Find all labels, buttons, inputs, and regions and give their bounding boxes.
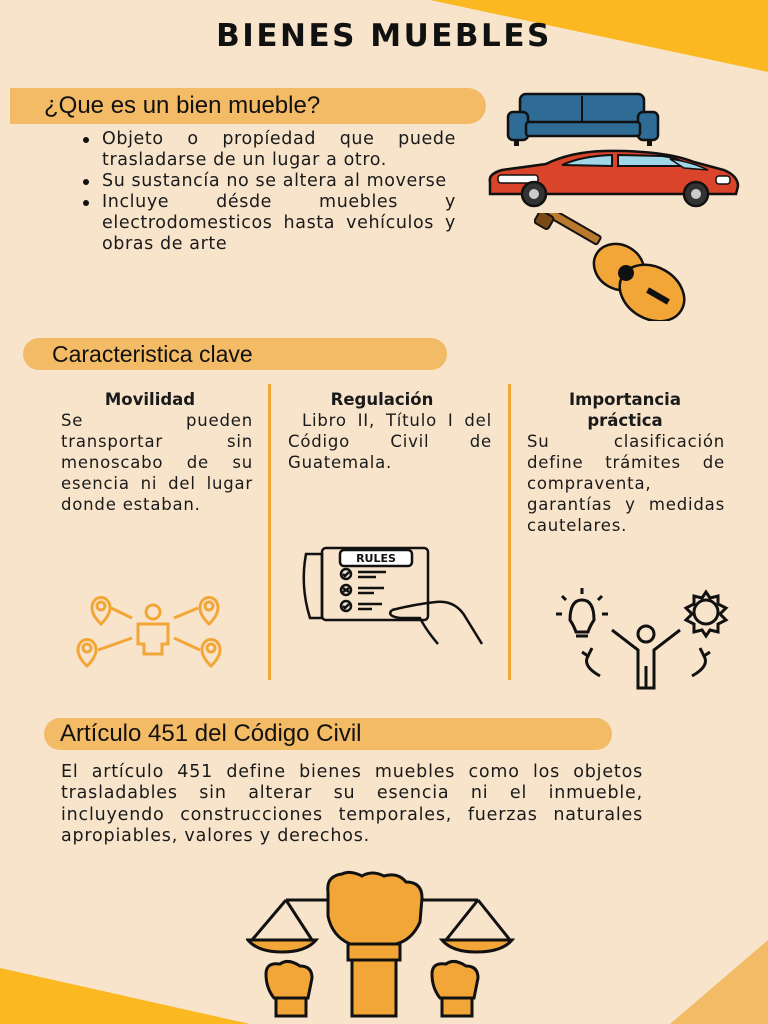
- location-people-icon: [74, 586, 234, 676]
- section-what-is-title-text: ¿Que es un bien mueble?: [44, 92, 321, 119]
- section-article-title: [44, 718, 612, 750]
- column-divider: [268, 384, 271, 680]
- definition-item: Su sustancía no se altera al moverse: [74, 171, 456, 192]
- section-article-title-text: Artículo 451 del Código Civil: [60, 720, 362, 747]
- column-text-mobility: Se pueden transportar sin menoscabo de su esencia ni del lugar donde estaban.: [61, 411, 253, 514]
- column-text-importance: Su clasificación define trámites de compraventa, garantías y medidas cautelares.: [527, 432, 725, 535]
- column-divider: [508, 384, 511, 680]
- justice-fist-scale-icon: [246, 870, 518, 1018]
- article-description: El artículo 451 define bienes muebles como los objetos trasladables sin alterar su esencia ni el inmueble, incluyendo construcciones temporales, fuerzas naturales apropiables, valores y derechos.: [61, 762, 643, 846]
- car-icon: [484, 148, 742, 208]
- section-key-features-title-text: Caracteristica clave: [52, 340, 253, 367]
- guitar-icon: [534, 213, 690, 321]
- column-heading-importance: Importancia práctica: [569, 390, 681, 430]
- column-heading-mobility: Movilidad: [104, 390, 196, 409]
- rules-clipboard-icon: [296, 546, 486, 648]
- rules-label: RULES: [356, 552, 396, 565]
- definition-item: Incluye désde muebles y electrodomesticos hasta vehículos y obras de arte: [74, 192, 456, 255]
- definition-list: [74, 129, 456, 255]
- idea-person-icon: [542, 586, 742, 694]
- section-key-features-title: [23, 338, 447, 370]
- column-text-regulation: Libro II, Título I del Código Civil de Guatemala.: [288, 411, 492, 472]
- section-what-is-title: [10, 88, 486, 124]
- definition-item: Objeto o propíedad que puede trasladarse de un lugar a otro.: [74, 129, 456, 171]
- column-heading-regulation: Regulación: [330, 390, 434, 409]
- sofa-icon: [506, 92, 660, 148]
- page-title: BIENES MUEBLES: [216, 18, 552, 54]
